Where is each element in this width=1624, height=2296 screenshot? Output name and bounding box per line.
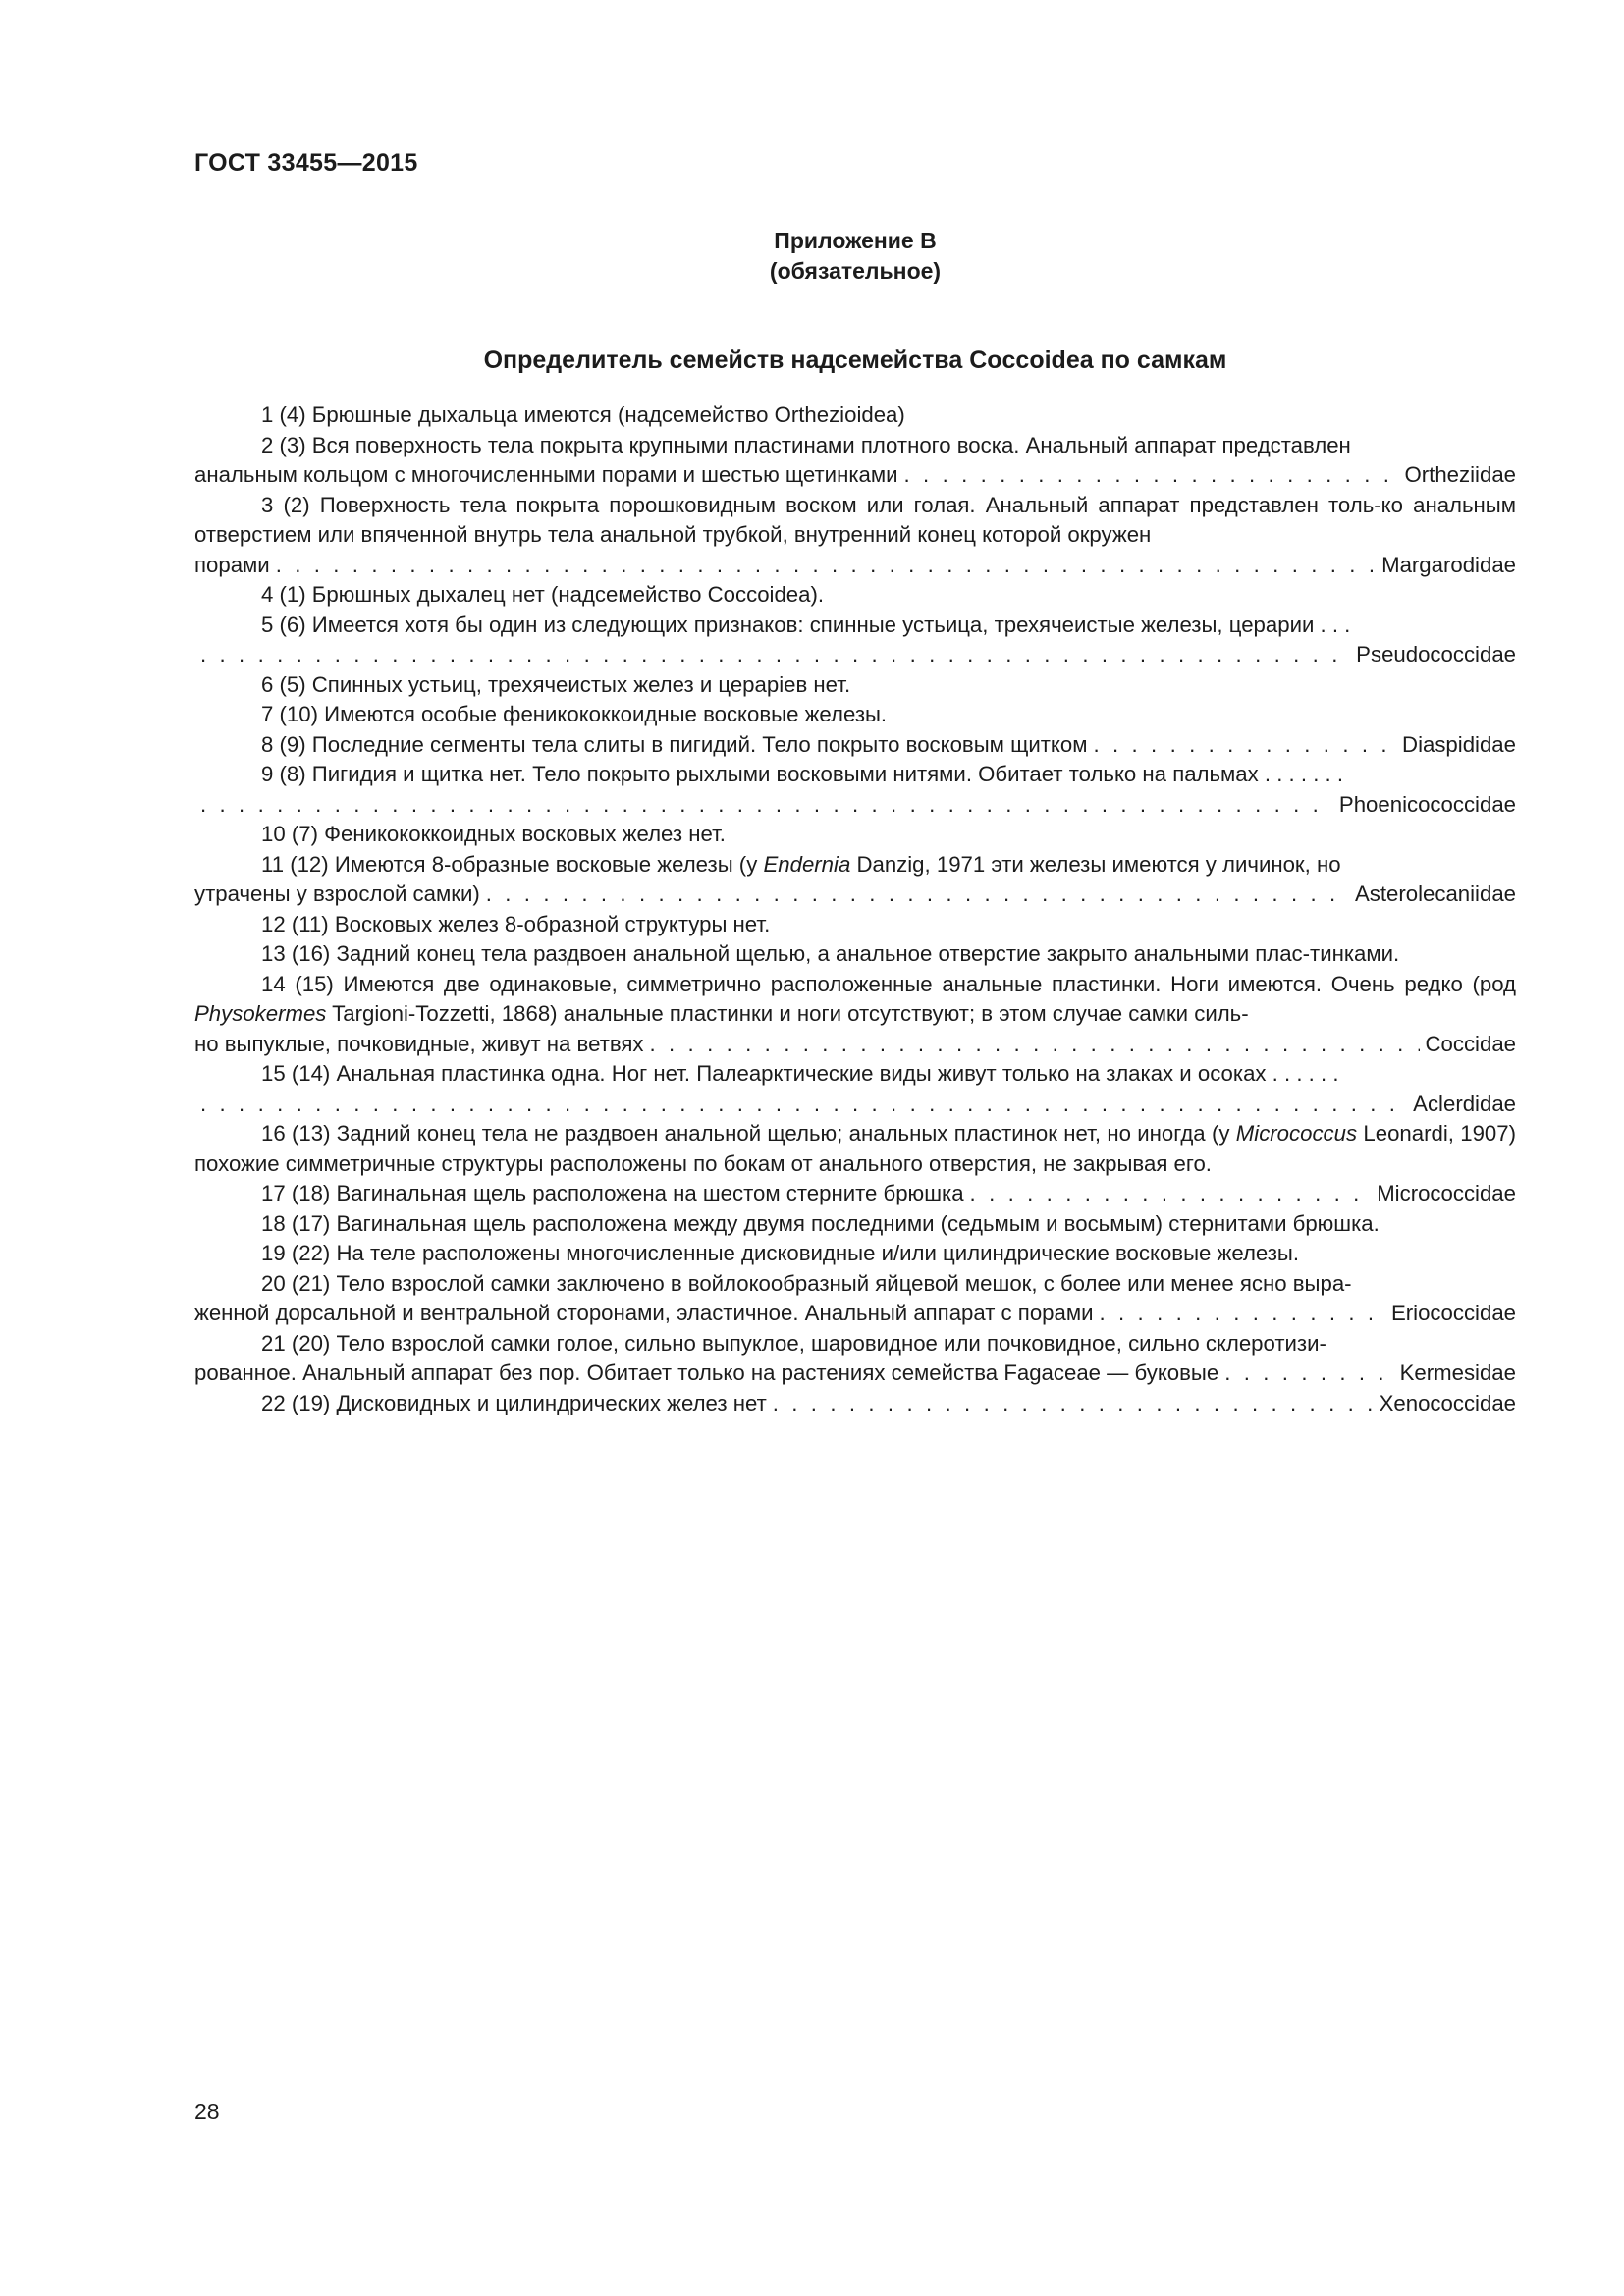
key-entry-20: 20 (21) Тело взрослой самки заключено в войлокообразный яйцевой мешок, с более или менее ясно выра- женной дорсальной и вентральной сторонами, эластичное. Анальный аппарат с порами . . . Eriococcidae <box>194 1269 1516 1329</box>
key-entry-22: 22 (19) Дисковидных и цилиндрических желез нет . . . Xenococcidae <box>194 1389 1516 1419</box>
key-entry-17: 17 (18) Вагинальная щель расположена на шестом стерните брюшка . . . Micrococcidae <box>194 1179 1516 1209</box>
key-entry-18: 18 (17) Вагинальная щель расположена между двумя последними (седьмым и восьмым) стернитами брюшка. <box>261 1210 1380 1236</box>
family-name: Pseudococcidae <box>1356 642 1516 667</box>
family-name: Margarodidae <box>1381 552 1516 577</box>
key-entry-2: 2 (3) Вся поверхность тела покрыта крупными пластинами плотного воска. Анальный аппарат представлен анальным кольцом с многочисленными порами и шестью щетинками . . . Ortheziidae <box>194 431 1516 491</box>
annex-heading <box>194 226 1516 287</box>
family-name: Asterolecaniidae <box>1354 881 1516 906</box>
key-entry-10: 10 (7) Феникококкоидных восковых желез нет. <box>261 822 726 846</box>
family-name: Phoenicococcidae <box>1338 791 1516 817</box>
family-name: Xenococcidae <box>1379 1390 1516 1415</box>
annex-title: Приложение В <box>774 228 937 253</box>
key-entry-3: 3 (2) Поверхность тела покрыта порошковидным воском или голая. Анальный аппарат представлен толь-ко анальным отверстием или впяченной внутрь тела анальной трубкой, внутренний конец которой окружен порами . . . Margarodidae <box>194 491 1516 581</box>
family-name: Diaspididae <box>1402 731 1516 757</box>
family-name: Micrococcidae <box>1377 1181 1516 1205</box>
family-name: Eriococcidae <box>1390 1301 1516 1325</box>
key-entry-14: 14 (15) Имеются две одинаковые, симметрично расположенные анальные пластинки. Ноги имеются. Очень редко (род Physokermes Targioni-Tozzetti, 1868) анальные пластинки и ноги отсутствуют; в этом случае самки силь- но выпуклые, почковидные, живут на ветвях . . . Coccidae <box>194 970 1516 1060</box>
key-entry-6: 6 (5) Спинных устьиц, трехячеистых желез и цераріев нет. <box>261 671 851 697</box>
key-entry-7: 7 (10) Имеются особые феникококкоидные восковые железы. <box>261 702 888 726</box>
genus-name: Endernia <box>763 851 851 877</box>
genus-name: Physokermes <box>194 1001 327 1026</box>
annex-status: (обязательное) <box>769 258 942 284</box>
page-number: 28 <box>194 2099 220 2124</box>
family-name: Ortheziidae <box>1404 462 1516 487</box>
key-entry-21: 21 (20) Тело взрослой самки голое, сильно выпуклое, шаровидное или почковидное, сильно склеротизи- рованное. Анальный аппарат без пор. Обитает только на растениях семейства Fagaceae — буковые . . . Kermesidae <box>194 1329 1516 1389</box>
family-name: Kermesidae <box>1399 1361 1516 1385</box>
key-entry-11: 11 (12) Имеются 8-образные восковые железы (у Endernia Danzig, 1971 эти железы имеются у личинок, но утрачены у взрослой самки) . . . Asterolecaniidae <box>194 850 1516 910</box>
key-entry-5: 5 (6) Имеется хотя бы один из следующих признаков: спинные устьица, трехячеистые железы, церарии . . . . . . Pseudococcidae <box>194 611 1516 670</box>
key-entry-16: 16 (13) Задний конец тела не раздвоен анальной щелью; анальных пластинок нет, но иногда (у Micrococcus Leonardi, 1907) похожие симметричные структуры расположены по бокам от анального отверстия, не закрывая его. <box>194 1121 1516 1176</box>
key-entry-12: 12 (11) Восковых желез 8-образной структуры нет. <box>261 911 771 936</box>
key-entry-4: 4 (1) Брюшных дыхалец нет (надсемейство Coccoidea). <box>261 582 825 607</box>
key-entry-1: 1 (4) Брюшные дыхальца имеются (надсемейство Orthezioidea) <box>261 402 905 427</box>
standard-code: ГОСТ 33455—2015 <box>194 149 418 177</box>
key-entry-13: 13 (16) Задний конец тела раздвоен анальной щелью, а анальное отверстие закрыто анальными плас-тинками. <box>261 941 1400 966</box>
key-entry-19: 19 (22) На теле расположены многочисленные дисковидные и/или цилиндрические восковые железы. <box>261 1241 1300 1265</box>
family-name: Aclerdidae <box>1413 1091 1516 1116</box>
family-name: Coccidae <box>1425 1031 1516 1056</box>
identification-key <box>194 400 1516 1418</box>
key-entry-9: 9 (8) Пигидия и щитка нет. Тело покрыто рыхлыми восковыми нитями. Обитает только на пальмах . . . . . . . . . . Phoenicococcidae <box>194 760 1516 820</box>
key-entry-15: 15 (14) Анальная пластинка одна. Ног нет. Палеарктические виды живут только на злаках и осоках . . . . . . . . . Aclerdidae <box>194 1059 1516 1119</box>
key-title: Определитель семейств надсемейства Coccoidea по самкам <box>483 347 1227 374</box>
key-entry-8: 8 (9) Последние сегменты тела слиты в пигидий. Тело покрыто восковым щитком . . . Diaspididae <box>194 730 1516 761</box>
genus-name: Micrococcus <box>1235 1121 1358 1146</box>
